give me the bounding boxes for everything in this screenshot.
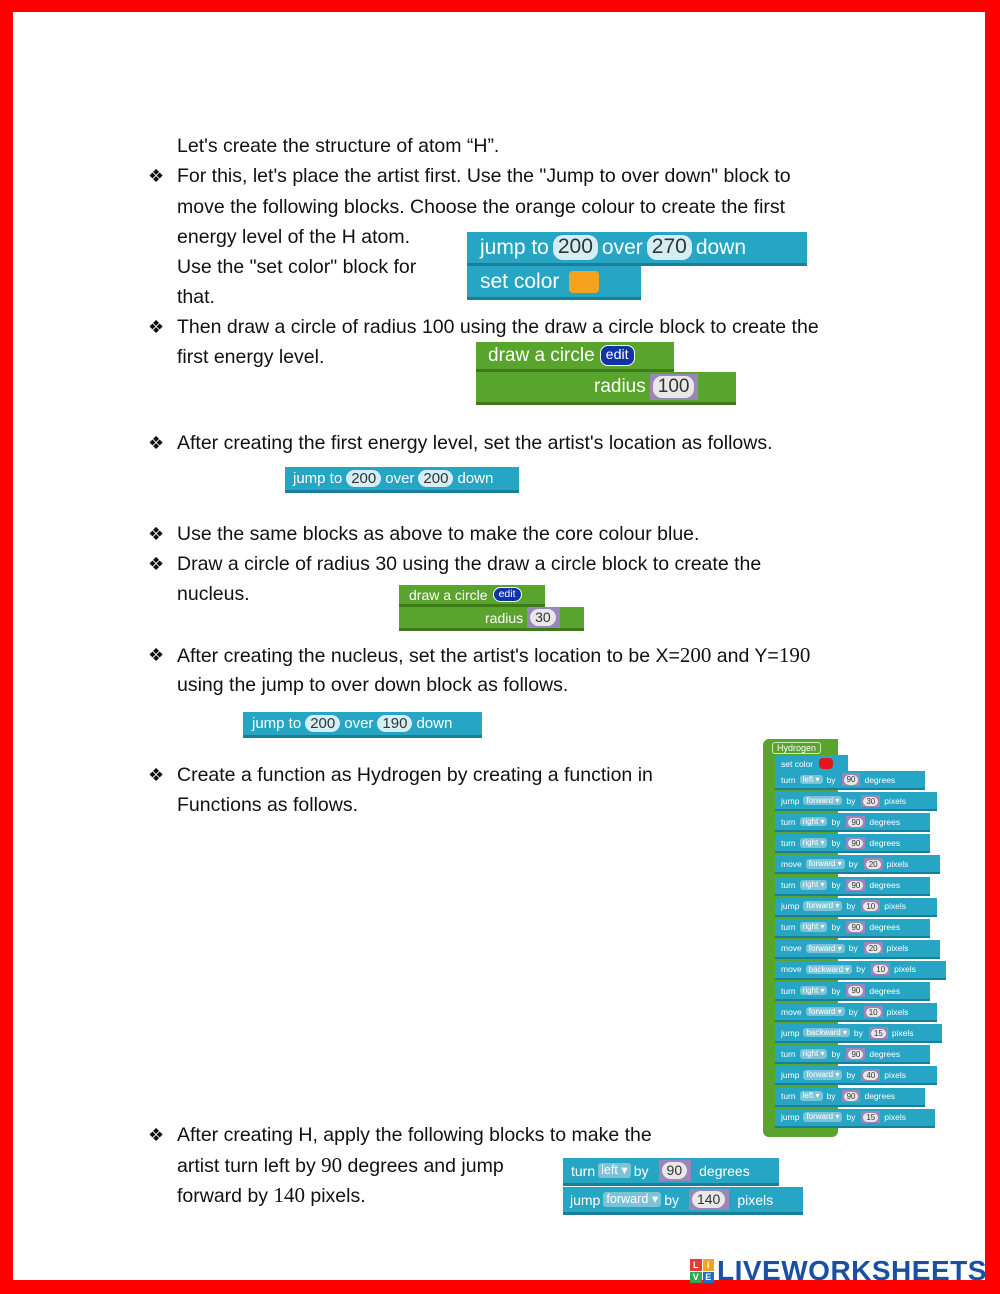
value-input [864,1006,883,1018]
p7-line1: Create a function as Hydrogen by creating a function in [177,764,653,786]
block-keyword: by [831,922,841,933]
command-unit: pixels [884,901,906,912]
command-value: 90 [848,881,863,890]
p6-text: and Y= [711,645,779,667]
jump-to-block-2 [285,467,519,493]
command-unit: degrees [869,816,901,827]
block-keyword: turn [571,1162,596,1179]
set-color-block-1 [467,266,641,300]
command-verb: jump [781,1027,800,1038]
block-keyword: over [601,235,643,259]
block-keyword: by [846,1112,856,1123]
direction-dropdown[interactable]: forward ▾ [803,1070,842,1080]
p5-line2: nucleus. [177,583,250,605]
p8-line2 [177,1153,504,1178]
command-value: 30 [863,797,878,806]
command-verb: turn [781,985,796,996]
jump-to-block-1 [467,232,807,266]
value-input [846,879,865,891]
block-keyword: draw a circle [488,344,595,366]
jump-x-value: 200 [305,715,340,732]
command-unit: pixels [894,964,916,975]
value-input [864,942,883,954]
block-keyword: by [848,858,858,869]
p1-line2: move the following blocks. Choose the orange colour to create the first [177,196,786,218]
jump-forward-block [563,1187,803,1215]
direction-dropdown[interactable]: forward ▾ [803,901,842,911]
logo-letter: I [703,1259,715,1271]
value-input [842,773,861,785]
y-value: 190 [778,643,811,667]
command-unit: degrees [869,880,901,890]
bullet-icon: ❖ [148,433,165,453]
intro-line: Let's create the structure of atom “H”. [177,135,500,157]
block-keyword: by [848,943,858,954]
block-keyword: by [831,837,841,848]
value-input [846,921,865,933]
hydrogen-command-row [775,771,925,790]
hydrogen-command-row [775,792,937,811]
block-keyword: by [846,795,856,806]
block-keyword: draw a circle [409,586,488,603]
logo-letter: E [703,1272,715,1284]
liveworksheets-logo [690,1255,987,1287]
command-unit: pixels [886,1006,909,1017]
bullet-icon: ❖ [148,645,165,665]
p5-line1: Draw a circle of radius 30 using the draw a circle block to create the [177,553,762,575]
hydrogen-command-row [775,1003,937,1022]
radius-value: 100 [653,376,695,398]
direction-dropdown[interactable]: left ▾ [598,1163,631,1178]
p2-line1: Then draw a circle of radius 100 using the draw a circle block to create the [177,316,819,338]
block-keyword: by [826,1091,836,1101]
block-keyword: by [846,1069,856,1080]
block-keyword: over [344,715,374,732]
radius-row-2 [399,607,584,631]
block-keyword: jump to [293,470,343,487]
value-input [869,1027,888,1039]
turn-value: 90 [662,1162,688,1178]
command-unit: degrees [869,1048,901,1059]
function-name-label: Hydrogen [772,742,821,754]
block-keyword: by [826,774,836,785]
value-input [871,963,890,975]
hydrogen-command-row [775,1024,942,1043]
degrees-value: 90 [321,1153,343,1177]
x-value: 200 [679,643,712,667]
block-keyword: pixels [737,1191,774,1208]
direction-dropdown[interactable]: right ▾ [800,817,828,827]
degrees-input [659,1160,692,1180]
jump-y-value: 200 [418,470,453,487]
value-input [861,900,880,912]
p1-line5: that. [177,286,215,308]
block-keyword: over [385,470,415,487]
command-verb: turn [781,774,796,785]
value-input [846,1048,865,1060]
bullet-icon: ❖ [148,166,165,186]
p2-line2: first energy level. [177,346,325,368]
command-value: 40 [863,1071,878,1080]
hydrogen-command-row [775,1088,925,1107]
direction-dropdown[interactable]: forward ▾ [806,1007,845,1017]
command-unit: degrees [864,774,896,785]
command-verb: turn [781,1048,796,1059]
command-value: 15 [863,1113,878,1122]
block-keyword: jump [570,1191,601,1208]
command-unit: pixels [884,795,906,806]
command-verb: turn [781,880,796,890]
p4-line: Use the same blocks as above to make the core colour blue. [177,523,700,545]
value-input [861,1111,880,1123]
command-value: 90 [844,775,859,784]
jump-to-block-3 [243,712,482,738]
command-verb: move [781,964,802,975]
command-value: 10 [866,1008,881,1017]
p8-line1: After creating H, apply the following blocks to make the [177,1124,652,1146]
command-unit: degrees [869,922,901,933]
block-keyword: jump to [480,235,549,259]
bullet-icon: ❖ [148,765,165,785]
direction-dropdown[interactable]: left ▾ [800,1091,823,1101]
block-keyword: by [831,816,841,827]
hydrogen-command-row [775,855,940,874]
p8-text: forward by [177,1185,274,1207]
command-value: 20 [866,860,881,869]
p8-text: pixels. [304,1185,366,1207]
direction-dropdown[interactable]: right ▾ [800,922,828,932]
command-unit: pixels [891,1027,914,1038]
command-value: 10 [863,902,878,911]
direction-dropdown[interactable]: forward ▾ [806,944,845,954]
jump-y-value: 190 [377,715,412,732]
block-keyword: by [846,901,856,912]
command-value: 90 [848,818,863,827]
block-keyword: jump to [252,715,302,732]
hydrogen-command-row [775,877,930,896]
value-input [846,837,865,849]
hydrogen-command-row [775,834,930,853]
hydrogen-command-row [775,1045,930,1064]
p8-line3 [177,1183,366,1208]
edit-button[interactable]: edit [493,587,522,603]
p6-line1 [177,643,810,668]
command-verb: turn [781,922,796,933]
edit-button[interactable]: edit [600,345,635,366]
value-input [861,1069,880,1081]
block-keyword: degrees [699,1162,750,1179]
p1-line4: Use the "set color" block for [177,256,417,278]
command-unit: pixels [886,943,909,954]
block-keyword: by [633,1162,649,1179]
block-keyword: by [664,1191,679,1208]
command-unit: degrees [869,837,901,848]
command-value: 90 [848,923,863,932]
draw-circle-block-2 [399,585,545,607]
logo-letter: L [690,1259,702,1271]
command-value: 90 [844,1092,859,1101]
radius-row-1 [476,372,736,405]
value-input [861,795,880,807]
hydrogen-command-row [775,919,930,938]
logo-letter: V [690,1272,702,1284]
command-verb: move [781,943,802,954]
direction-dropdown[interactable]: right ▾ [800,838,828,848]
liveworksheets-icon [690,1259,714,1283]
hydrogen-command-row [775,1109,935,1128]
command-verb: move [781,1006,802,1017]
red-color-swatch [819,758,833,769]
p8-text: artist turn left by [177,1155,322,1177]
block-keyword: radius [485,609,524,626]
block-keyword: by [831,1048,841,1059]
command-value: 20 [866,944,881,953]
p1-line3: energy level of the H atom. [177,226,411,248]
hydrogen-command-row [775,898,937,917]
command-verb: turn [781,837,796,848]
pixels-value: 140 [273,1183,305,1207]
hydrogen-command-row [775,1066,937,1085]
command-verb: turn [781,816,796,827]
hydrogen-command-row [775,940,940,959]
direction-dropdown[interactable]: left ▾ [800,775,823,785]
command-verb: jump [781,1112,800,1123]
block-keyword: down [416,715,453,732]
value-input [842,1090,861,1102]
command-unit: pixels [884,1112,906,1123]
command-unit: pixels [884,1069,906,1080]
direction-dropdown[interactable]: forward ▾ [603,1192,661,1207]
direction-dropdown[interactable]: right ▾ [800,1049,828,1059]
value-input [846,816,865,828]
command-verb: jump [781,1069,800,1080]
jump-value: 140 [692,1191,725,1207]
radius-value: 30 [530,609,556,625]
block-keyword: down [457,470,494,487]
block-keyword: by [848,1006,858,1017]
command-value: 90 [848,1050,863,1059]
bullet-icon: ❖ [148,524,165,544]
value-input [846,984,865,996]
direction-dropdown[interactable]: right ▾ [800,880,828,890]
p6-text: After creating the nucleus, set the artist's location to be X= [177,645,680,667]
block-keyword: down [695,235,747,259]
block-keyword: by [831,985,841,996]
direction-dropdown[interactable]: forward ▾ [806,859,845,869]
command-value: 90 [848,839,863,848]
block-keyword: radius [594,376,646,397]
command-value: 15 [871,1029,886,1038]
value-input [864,858,883,870]
hydrogen-command-row [775,813,930,832]
direction-dropdown[interactable]: right ▾ [800,986,828,996]
block-keyword: by [853,1027,863,1038]
command-unit: degrees [864,1091,896,1101]
liveworksheets-wordmark: LIVEWORKSHEETS [717,1255,987,1286]
p6-line2: using the jump to over down block as follows. [177,674,569,696]
hydrogen-command-row [775,961,946,980]
bullet-icon: ❖ [148,554,165,574]
turn-left-block [563,1158,779,1186]
hydrogen-command-row [775,982,930,1001]
command-value: 10 [873,965,888,974]
command-verb: jump [781,795,800,806]
jump-y-value: 270 [647,235,692,259]
radius-input [527,607,560,627]
direction-dropdown[interactable]: forward ▾ [803,1112,842,1122]
jump-x-value: 200 [553,235,598,259]
command-verb: turn [781,1091,796,1101]
block-keyword: set color [781,758,814,769]
p7-line2: Functions as follows. [177,794,358,816]
block-keyword: set color [480,269,560,293]
draw-circle-block-1 [476,342,674,372]
block-keyword: by [831,880,841,890]
command-value: 90 [848,986,863,995]
direction-dropdown[interactable]: forward ▾ [803,796,842,806]
direction-dropdown[interactable]: backward ▾ [803,1028,849,1038]
p1-line1: For this, let's place the artist first. Use the "Jump to over down" block to [177,165,791,187]
orange-color-swatch [569,271,599,293]
p8-text: degrees and jump [342,1155,504,1177]
bullet-icon: ❖ [148,317,165,337]
command-verb: move [781,858,802,869]
pixels-input [689,1189,729,1209]
command-verb: jump [781,901,800,912]
command-unit: degrees [869,985,901,996]
block-keyword: by [856,964,866,975]
jump-x-value: 200 [346,470,381,487]
direction-dropdown[interactable]: backward ▾ [806,965,852,975]
command-unit: pixels [886,858,909,869]
bullet-icon: ❖ [148,1125,165,1145]
p3-line: After creating the first energy level, set the artist's location as follows. [177,432,773,454]
radius-input [650,374,699,400]
